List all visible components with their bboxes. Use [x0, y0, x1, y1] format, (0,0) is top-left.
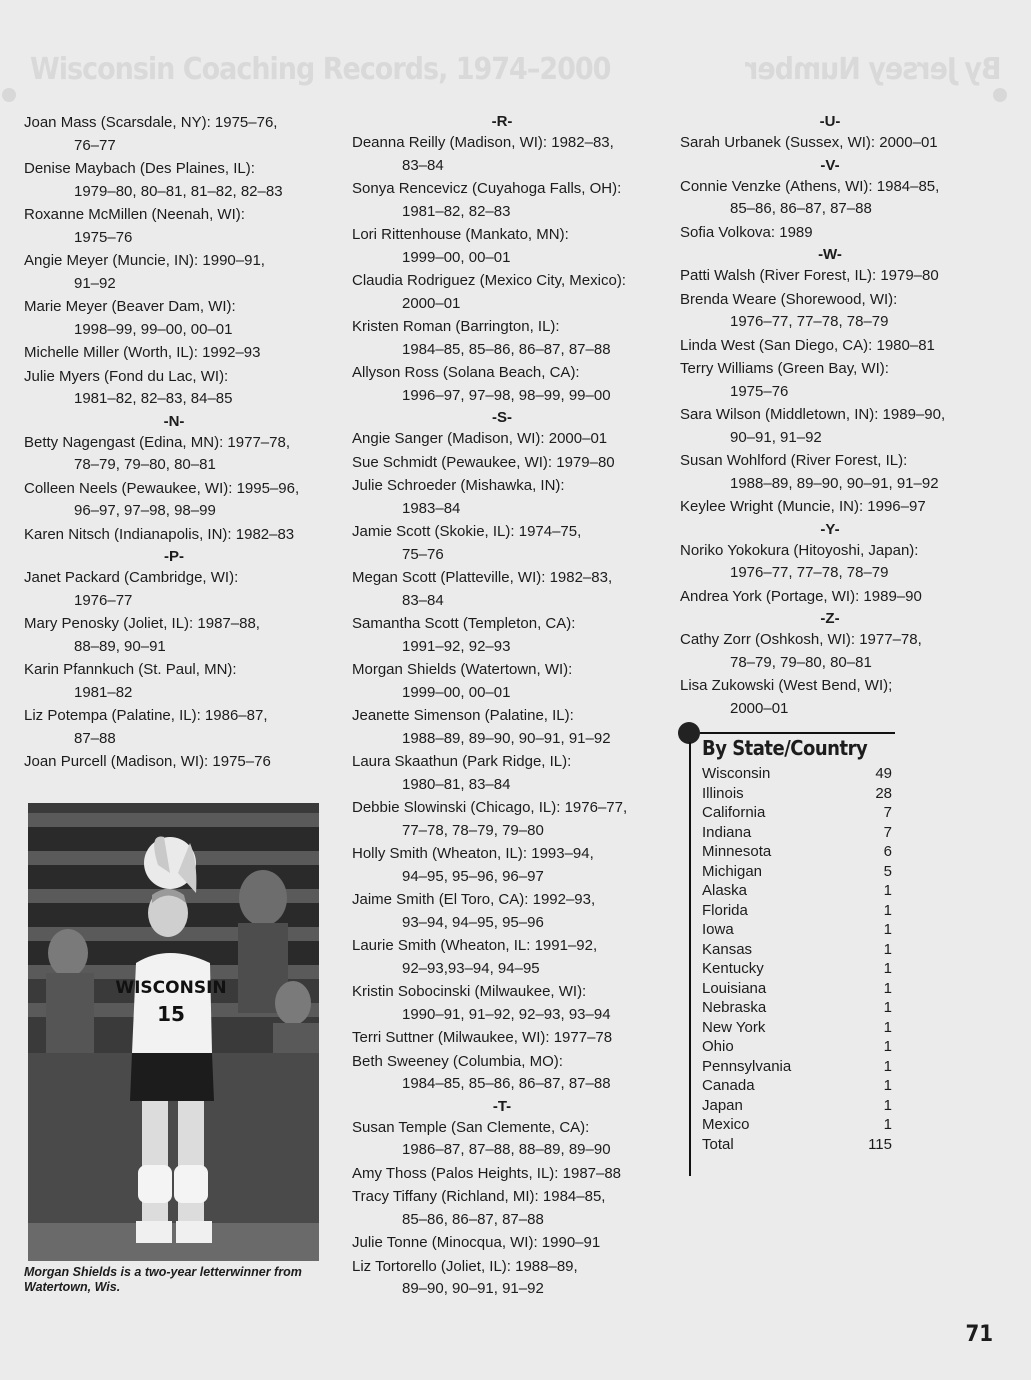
section-letter: -Z- [820, 610, 840, 627]
roster-entry [24, 250, 324, 295]
player-years: 87–88 [74, 729, 116, 747]
player-years: 1979–80, 80–81, 81–82, 82–83 [74, 182, 283, 200]
player-years: 1975–76 [730, 382, 789, 400]
roster-entry [352, 751, 652, 796]
player-name-hometown: Sara Wilson (Middletown, IN): 1989–90, [680, 406, 946, 423]
section-letter: -P- [164, 548, 184, 565]
state-count: 1 [883, 921, 892, 938]
roster-entry [680, 335, 980, 358]
state-row [702, 1115, 892, 1135]
player-name-hometown: Sofia Volkova: 1989 [680, 223, 813, 241]
state-row [702, 998, 892, 1018]
player-name-hometown: Karin Pfannkuch (St. Paul, MN): [24, 661, 237, 678]
roster-entry [352, 452, 652, 475]
state-count: 6 [883, 843, 892, 860]
player-name-hometown: Andrea York (Portage, WI): 1989–90 [680, 587, 922, 605]
state-name: Alaska [702, 882, 748, 899]
roster-entry [680, 404, 980, 449]
roster-column-1 [24, 112, 324, 775]
roster-entry [352, 428, 652, 451]
player-name-hometown: Amy Thoss (Palos Heights, IL): 1987–88 [352, 1164, 622, 1182]
player-years: 1999–00, 00–01 [402, 683, 511, 701]
state-name: Iowa [702, 921, 734, 938]
state-name: Pennsylvania [702, 1057, 792, 1075]
player-name-hometown: Jeanette Simenson (Palatine, IL): [352, 707, 574, 724]
state-name: Japan [702, 1096, 743, 1114]
player-years: 78–79, 79–80, 80–81 [730, 653, 872, 671]
roster-entry [24, 659, 324, 704]
roster-entry [352, 521, 652, 566]
roster-entry [680, 586, 980, 609]
player-name-hometown: Keylee Wright (Muncie, IN): 1996–97 [680, 498, 926, 515]
player-years: 85–86, 86–87, 87–88 [730, 200, 872, 217]
player-name-hometown: Mary Penosky (Joliet, IL): 1987–88, [24, 615, 260, 632]
player-name-hometown: Patti Walsh (River Forest, IL): 1979–80 [680, 267, 939, 284]
player-years: 1984–85, 85–86, 86–87, 87–88 [402, 340, 611, 358]
state-count: 1 [883, 1057, 892, 1075]
player-name-hometown: Angie Sanger (Madison, WI): 2000–01 [352, 430, 608, 447]
roster-entry [352, 1117, 652, 1162]
player-years: 1981–82, 82–83, 84–85 [74, 390, 233, 407]
player-name-hometown: Sue Schmidt (Pewaukee, WI): 1979–80 [352, 453, 615, 471]
state-name: Mexico [702, 1116, 750, 1133]
state-row [702, 959, 892, 979]
state-name: Minnesota [702, 843, 772, 860]
player-name-hometown: Laurie Smith (Wheaton, IL: 1991–92, [352, 937, 598, 954]
state-box-rule [689, 742, 691, 1176]
roster-column-3 [680, 112, 980, 721]
roster-entry [24, 112, 324, 157]
player-name-hometown: Terry Williams (Green Bay, WI): [680, 360, 889, 377]
player-name-hometown: Linda West (San Diego, CA): 1980–81 [680, 336, 935, 354]
state-name: Michigan [702, 862, 763, 880]
faded-header-left: Wisconsin Coaching Records, 1974–2000 [30, 52, 611, 87]
state-count: 7 [883, 804, 892, 821]
state-name: Kansas [702, 940, 753, 958]
player-name-hometown: Holly Smith (Wheaton, IL): 1993–94, [352, 845, 594, 862]
section-letter: -Y- [820, 520, 840, 538]
player-name-hometown: Deanna Reilly (Madison, WI): 1982–83, [352, 134, 614, 151]
roster-entry [352, 659, 652, 704]
roster-entry [24, 524, 324, 547]
roster-entry [680, 496, 980, 519]
roster-entry [680, 176, 980, 221]
state-row [702, 862, 892, 882]
registration-dot-right [993, 88, 1007, 102]
roster-entry [352, 475, 652, 520]
player-name-hometown: Colleen Neels (Pewaukee, WI): 1995–96, [24, 479, 300, 497]
roster-entry [352, 178, 652, 223]
player-years: 2000–01 [730, 699, 789, 717]
player-years: 76–77 [74, 136, 116, 154]
player-years: 1976–77, 77–78, 78–79 [730, 564, 889, 581]
player-name-hometown: Connie Venzke (Athens, WI): 1984–85, [680, 177, 940, 195]
page-number: 71 [965, 1322, 993, 1347]
roster-entry [680, 540, 980, 585]
by-state-box [680, 732, 895, 1154]
state-row [702, 940, 892, 960]
state-row [702, 1018, 892, 1038]
roster-entry [24, 342, 324, 365]
state-row [702, 842, 892, 862]
player-name-hometown: Terri Suttner (Milwaukee, WI): 1977–78 [352, 1029, 613, 1046]
registration-dot-left [2, 88, 16, 102]
roster-entry [680, 265, 980, 288]
player-years: 1984–85, 85–86, 86–87, 87–88 [402, 1075, 611, 1092]
player-name-hometown: Roxanne McMillen (Neenah, WI): [24, 206, 245, 223]
section-letter: -V- [820, 156, 840, 174]
roster-entry [24, 478, 324, 523]
player-name-hometown: Megan Scott (Platteville, WI): 1982–83, [352, 569, 613, 586]
state-count: 1 [883, 1018, 892, 1036]
roster-entry [352, 797, 652, 842]
state-row [702, 1135, 892, 1155]
state-row [702, 784, 892, 804]
player-name-hometown: Allyson Ross (Solana Beach, CA): [352, 364, 580, 381]
player-years: 1986–87, 87–88, 88–89, 89–90 [402, 1141, 611, 1158]
player-name-hometown: Julie Myers (Fond du Lac, WI): [24, 367, 229, 385]
player-years: 90–91, 91–92 [730, 428, 822, 446]
roster-entry [352, 705, 652, 750]
state-count: 1 [883, 1038, 892, 1055]
roster-entry [24, 705, 324, 750]
player-name-hometown: Karen Nitsch (Indianapolis, IN): 1982–83 [24, 525, 295, 543]
state-row [702, 803, 892, 823]
section-letter: -T- [492, 1097, 512, 1115]
state-row [702, 1076, 892, 1096]
player-years: 1996–97, 97–98, 98–99, 99–00 [402, 386, 611, 404]
roster-entry [680, 358, 980, 403]
roster-entry [680, 132, 980, 155]
player-years: 1980–81, 83–84 [402, 775, 511, 793]
player-photo [28, 803, 319, 1261]
player-years: 1999–00, 00–01 [402, 248, 511, 266]
player-years: 1975–76 [74, 228, 133, 246]
player-name-hometown: Laura Skaathun (Park Ridge, IL): [352, 753, 572, 770]
section-letter: -S- [492, 409, 512, 426]
state-count: 1 [883, 1116, 892, 1133]
state-name: California [702, 804, 766, 821]
player-name-hometown: Jamie Scott (Skokie, IL): 1974–75, [352, 523, 582, 540]
player-name-hometown: Julie Schroeder (Mishawka, IN): [352, 477, 565, 494]
player-name-hometown: Joan Purcell (Madison, WI): 1975–76 [24, 753, 271, 770]
player-years: 1981–82 [74, 683, 133, 701]
player-name-hometown: Liz Potempa (Palatine, IL): 1986–87, [24, 707, 268, 724]
roster-entry [352, 1186, 652, 1231]
player-years: 89–90, 90–91, 91–92 [402, 1280, 544, 1297]
state-box-top-rule [700, 732, 895, 734]
photo-caption: Morgan Shields is a two-year letterwinner from Watertown, Wis. [24, 1265, 302, 1294]
player-years: 1990–91, 91–92, 92–93, 93–94 [402, 1005, 611, 1023]
by-state-title: By State/Country [702, 736, 868, 760]
state-count: 1 [883, 940, 892, 958]
player-name-hometown: Denise Maybach (Des Plaines, IL): [24, 160, 255, 177]
player-name-hometown: Lori Rittenhouse (Mankato, MN): [352, 226, 569, 243]
state-count: 1 [883, 999, 892, 1016]
roster-entry [680, 289, 980, 334]
player-name-hometown: Joan Mass (Scarsdale, NY): 1975–76, [24, 114, 278, 131]
faded-header [30, 52, 1001, 92]
player-name-hometown: Noriko Yokokura (Hitoyoshi, Japan): [680, 541, 919, 559]
roster-entry [352, 270, 652, 315]
state-count: 115 [868, 1135, 892, 1153]
player-years: 88–89, 90–91 [74, 637, 166, 655]
state-name: Total [702, 1135, 734, 1153]
player-photo-illustration [28, 803, 319, 1261]
state-count: 7 [883, 823, 892, 841]
player-name-hometown: Samantha Scott (Templeton, CA): [352, 615, 576, 632]
jersey-name: WISCONSIN [115, 978, 227, 998]
state-count: 1 [883, 960, 892, 977]
state-row [702, 764, 892, 784]
player-name-hometown: Brenda Weare (Shorewood, WI): [680, 290, 898, 308]
state-name: Indiana [702, 823, 752, 841]
jersey-number: 15 [157, 1002, 185, 1026]
player-years: 1976–77 [74, 591, 133, 609]
player-name-hometown: Claudia Rodriguez (Mexico City, Mexico): [352, 272, 626, 289]
state-row [702, 1057, 892, 1077]
player-name-hometown: Sonya Rencevicz (Cuyahoga Falls, OH): [352, 180, 622, 197]
state-count: 1 [883, 979, 892, 997]
roster-entry [352, 981, 652, 1026]
roster-entry [680, 450, 980, 495]
state-name: Louisiana [702, 979, 767, 997]
player-years: 83–84 [402, 591, 444, 609]
roster-entry [680, 629, 980, 674]
player-name-hometown: Cathy Zorr (Oshkosh, WI): 1977–78, [680, 631, 922, 648]
state-name: Wisconsin [702, 765, 771, 782]
state-count: 1 [883, 901, 892, 919]
player-years: 1991–92, 92–93 [402, 637, 511, 655]
roster-entry [352, 1256, 652, 1301]
player-name-hometown: Tracy Tiffany (Richland, MI): 1984–85, [352, 1188, 606, 1205]
player-name-hometown: Sarah Urbanek (Sussex, WI): 2000–01 [680, 134, 938, 151]
roster-entry [24, 567, 324, 612]
player-years: 85–86, 86–87, 87–88 [402, 1210, 544, 1228]
player-years: 78–79, 79–80, 80–81 [74, 456, 216, 473]
state-count: 49 [875, 765, 892, 782]
player-name-hometown: Michelle Miller (Worth, IL): 1992–93 [24, 344, 261, 361]
state-count: 1 [883, 1077, 892, 1094]
player-years: 77–78, 78–79, 79–80 [402, 821, 544, 839]
roster-entry [352, 843, 652, 888]
roster-entry [352, 362, 652, 407]
player-name-hometown: Janet Packard (Cambridge, WI): [24, 569, 239, 586]
state-row [702, 901, 892, 921]
state-name: Ohio [702, 1038, 734, 1055]
state-count: 1 [883, 882, 892, 899]
player-years: 1998–99, 99–00, 00–01 [74, 320, 233, 338]
player-name-hometown: Betty Nagengast (Edina, MN): 1977–78, [24, 433, 290, 451]
player-name-hometown: Morgan Shields (Watertown, WI): [352, 661, 573, 678]
player-name-hometown: Lisa Zukowski (West Bend, WI); [680, 677, 893, 694]
section-letter: -U- [819, 113, 841, 130]
player-years: 1981–82, 82–83 [402, 202, 511, 220]
player-name-hometown: Marie Meyer (Beaver Dam, WI): [24, 298, 236, 315]
state-name: New York [702, 1018, 766, 1036]
roster-entry [352, 1232, 652, 1255]
state-name: Nebraska [702, 999, 767, 1016]
roster-entry [352, 935, 652, 980]
player-years: 2000–01 [402, 294, 461, 312]
section-letter: -R- [491, 113, 513, 130]
player-name-hometown: Beth Sweeney (Columbia, MO): [352, 1052, 563, 1070]
player-years: 83–84 [402, 156, 444, 174]
player-name-hometown: Kristen Roman (Barrington, IL): [352, 318, 560, 335]
state-row [702, 881, 892, 901]
section-letter: -W- [818, 246, 842, 263]
roster-entry [24, 432, 324, 477]
player-name-hometown: Liz Tortorello (Joliet, IL): 1988–89, [352, 1257, 578, 1275]
section-letter: -N- [163, 412, 185, 430]
player-years: 1976–77, 77–78, 78–79 [730, 313, 889, 330]
roster-entry [352, 132, 652, 177]
state-box-dot [678, 722, 700, 744]
roster-entry [24, 613, 324, 658]
player-years: 92–93,93–94, 94–95 [402, 959, 540, 977]
player-name-hometown: Angie Meyer (Muncie, IN): 1990–91, [24, 252, 265, 269]
roster-entry [24, 296, 324, 341]
state-count-list [702, 764, 895, 1154]
player-name-hometown: Susan Temple (San Clemente, CA): [352, 1118, 590, 1136]
state-row [702, 920, 892, 940]
state-name: Florida [702, 901, 748, 919]
roster-entry [24, 158, 324, 203]
roster-entry [352, 889, 652, 934]
roster-entry [352, 1051, 652, 1096]
roster-entry [680, 222, 980, 245]
roster-entry [352, 316, 652, 361]
state-row [702, 1096, 892, 1116]
roster-entry [352, 567, 652, 612]
state-row [702, 979, 892, 999]
player-name-hometown: Jaime Smith (El Toro, CA): 1992–93, [352, 891, 596, 908]
player-years: 1983–84 [402, 499, 461, 517]
faded-header-right: By Jersey Number [745, 52, 1001, 87]
state-name: Illinois [702, 784, 744, 802]
roster-entry [352, 224, 652, 269]
player-years: 75–76 [402, 545, 444, 563]
roster-entry [680, 675, 980, 720]
player-name-hometown: Julie Tonne (Minocqua, WI): 1990–91 [352, 1234, 601, 1251]
state-row [702, 823, 892, 843]
state-name: Canada [702, 1077, 755, 1094]
roster-entry [24, 204, 324, 249]
roster-entry [352, 1027, 652, 1050]
player-years: 91–92 [74, 274, 116, 292]
player-years: 94–95, 95–96, 96–97 [402, 867, 544, 885]
state-row [702, 1037, 892, 1057]
roster-entry [24, 366, 324, 411]
roster-entry [24, 751, 324, 774]
player-name-hometown: Debbie Slowinski (Chicago, IL): 1976–77, [352, 799, 628, 816]
player-name-hometown: Susan Wohlford (River Forest, IL): [680, 452, 908, 469]
player-years: 93–94, 94–95, 95–96 [402, 913, 544, 931]
state-count: 5 [883, 862, 892, 880]
state-count: 28 [875, 784, 892, 802]
player-years: 1988–89, 89–90, 90–91, 91–92 [402, 729, 611, 747]
roster-entry [352, 613, 652, 658]
player-name-hometown: Kristin Sobocinski (Milwaukee, WI): [352, 983, 587, 1000]
roster-column-2 [352, 112, 652, 1302]
roster-entry [352, 1163, 652, 1186]
player-years: 1988–89, 89–90, 90–91, 91–92 [730, 474, 939, 492]
state-count: 1 [883, 1096, 892, 1114]
state-name: Kentucky [702, 960, 764, 977]
player-years: 96–97, 97–98, 98–99 [74, 502, 216, 519]
